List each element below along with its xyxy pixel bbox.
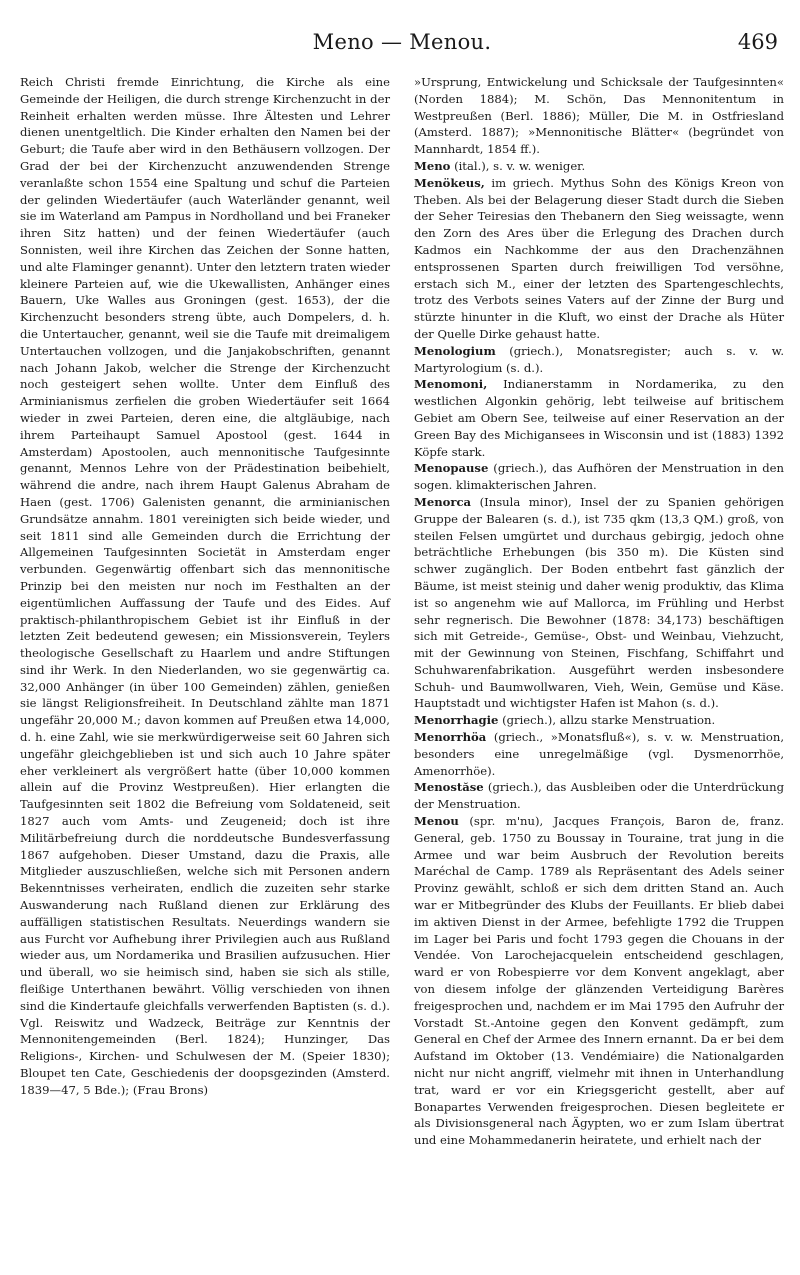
dictionary-entry bbox=[20, 74, 390, 1099]
right-column bbox=[414, 74, 784, 1149]
entry-headword: Meno bbox=[414, 158, 451, 173]
dictionary-entry bbox=[414, 712, 784, 729]
dictionary-entry bbox=[414, 158, 784, 175]
dictionary-entry bbox=[414, 74, 784, 158]
running-head: Meno — Menou. bbox=[312, 30, 492, 54]
dictionary-entry bbox=[414, 779, 784, 813]
page-number: 469 bbox=[737, 30, 778, 54]
entry-headword: Menologium bbox=[414, 343, 496, 358]
entry-headword: Menökeus, bbox=[414, 175, 485, 190]
dictionary-entry bbox=[414, 343, 784, 377]
entry-text: (griech.), allzu starke Menstruation. bbox=[502, 713, 716, 728]
entry-headword: Menostăse bbox=[414, 780, 484, 795]
entry-headword: Menopause bbox=[414, 461, 489, 476]
entry-text: (spr. m'nu), Jacques François, Baron de, franz. General, geb. 1750 zu Boussay in Touraine, trat jung in die Armee und war beim Ausbruch der Revolution bereits Maréchal de Camp. 1789 als Repräsentant des Adels seiner Provinz gewählt, schloß er sich dem dritten Stand an. Auch war er Mitbegründer des Klubs der Feuillants. Er blieb dabei im aktiven Dienst in der Armee, befehligte 1792 die Truppen im Lager bei Paris und focht 1793 gegen die Chouans in der Vendée. Von Larochejacquelein entscheidend geschlagen, ward er von Robespierre vor dem Konvent angeklagt, aber von diesem infolge der glänzenden Verteidigung Barères freigesprochen und, nachdem er im Mai 1795 den Aufruhr der Vorstadt St.-Antoine gegen den Konvent gedämpft, zum General en Chef der Armee des Innern ernannt. Da er bei dem Aufstand im Oktober (13. Vendémiaire) die Nationalgarden nicht nur nicht angriff, vielmehr mit ihnen in Unterhandlung trat, ward er vor ein Kriegsgericht gestellt, aber auf Bonapartes Verwenden freigesprochen. Diesen begleitete er als Divisionsgeneral nach Ägypten, wo er zum Islam übertrat und eine Mohammedanerin heiratete, und erhielt nach der bbox=[414, 814, 785, 1148]
entry-text: (Insula minor), Insel der zu Spanien gehörigen Gruppe der Balearen (s. d.), ist 735 qkm (13,3 QM.) groß, von steilen Felsen umgürtet und durchaus gebirgig, jedoch ohne beträchtliche Erhebungen (bis 350 m). Die Küsten sind schwer zugänglich. Der Boden entbehrt fast gänzlich der Bäume, ist meist steinig und daher wenig produktiv, das Klima ist so angenehm wie auf Mallorca, im Frühling und Herbst sehr regnerisch. Die Bewohner (1878: 34,173) beschäftigen sich mit Getreide-, Gemüse-, Obst- und Weinbau, Viehzucht, mit der Gewinnung von Steinen, Fischfang, Schiffahrt und Schuhwarenfabrikation. Ausgeführt werden insbesondere Schuh- und Baumwollwaren, Vieh, Wein, Gemüse und Käse. Hauptstadt und wichtigster Hafen ist Mahon (s. d.). bbox=[414, 494, 785, 711]
dictionary-entry bbox=[414, 376, 784, 460]
entry-headword: Menorca bbox=[414, 494, 472, 509]
entry-text: (griech.), das Ausbleiben oder die Unterdrückung der Menstruation. bbox=[414, 780, 784, 812]
dictionary-entry bbox=[414, 813, 784, 1149]
entry-text: »Ursprung, Entwickelung und Schicksale der Taufgesinnten« (Norden 1884); M. Schön, Das Mennonitentum in Westpreußen (Berl. 1886); Müller, Die M. in Ostfriesland (Amsterd. 1887); »Mennonitische Blätter« (begründet von Mannhardt, 1854 ff.). bbox=[414, 75, 784, 157]
entry-text: Indianerstamm in Nordamerika, zu den westlichen Algonkin gehörig, lebt teilweise auf britischem Gebiet am Obern See, teilweise auf einer Reservation an der Green Bay des Michigansees in Wisconsin und ist (1883) 1392 Köpfe stark. bbox=[414, 377, 784, 459]
entry-headword: Menou bbox=[414, 814, 459, 829]
entry-text: Reich Christi fremde Einrichtung, die Kirche als eine Gemeinde der Heiligen, die durch strenge Kirchenzucht in der Reinheit erhalten werden müsse. Ihre Ältesten und Lehrer dienen unentgeltlich. Die Kinder erhalten den Namen bei der Geburt; die Taufe aber wird in den Bethäusern vollzogen. Der Grad der bei der Kirchenzucht anzuwendenden Strenge veranlaßte schon 1554 eine Spaltung und schuf die Parteien der gelinden Wiedertäufer (auch Waterländer genannt, weil sie im Waterland am Pampus in Nordholland und bei Franeker ihren Sitz hatten) und der feinen Wiedertäufer (auch Sonnisten, weil ihre Kirchen das Zeichen der Sonne hatten, und alte Flaminger genannt). Unter den letztern traten wieder kleinere Parteien auf, wie die Ukewallisten, Anhänger eines Bauern, Uke Walles aus Groningen (gest. 1653), der die Kirchenzucht besonders streng übte, auch Dompelers, d. h. die Untertaucher, genannt, weil sie die Taufe mit dreimaligem Untertauchen vollzogen, und die Janjakobschriften, genannt nach Johann Jakob, welcher die Strenge der Kirchenzucht noch gesteigert sehen wollte. Unter dem Einfluß des Arminianismus zerfielen die groben Wiedertäufer seit 1664 wieder in zwei Parteien, deren eine, die altgläubige, nach ihrem Parteihaupt Samuel Apostool (gest. 1644 in Amsterdam) Apostoolen, auch mennonitische Taufgesinnte genannt, Mennos Lehre von der Prädestination beibehielt, während die andre, nach ihrem Haupt Galenus Abraham de Haen (gest. 1706) Galenisten genannt, die arminianischen Grundsätze annahm. 1801 vereinigten sich beide wieder, und seit 1811 sind alle Gemeinden durch die Errichtung der Allgemeinen Taufgesinnten Societät in Amsterdam enger verbunden. Gegenwärtig offenbart sich das mennonitische Prinzip bei den meisten nur noch im Festhalten an der eigentümlichen Auffassung der Taufe und des Eides. Auf praktisch-philanthropischem Gebiet ist ihr Einfluß in der letzten Zeit bedeutend gewesen; ein Missionsverein, Teylers theologische Gesellschaft zu Haarlem und andre Stiftungen sind ihr Werk. In den Niederlanden, wo sie gegenwärtig ca. 32,000 Anhänger (in über 100 Gemeinden) zählen, genießen sie längst Religionsfreiheit. In Deutschland zählte man 1871 ungefähr 20,000 M.; davon kommen auf Preußen etwa 14,000, d. h. eine Zahl, wie sie merkwürdigerweise seit 60 Jahren sich ungefähr gleichgeblieben ist und sich auch 10 Jahre später eher verkleinert als vergrößert hatte (über 10,000 kommen allein auf die Provinz Westpreußen). Hier erlangten die Taufgesinnten seit 1802 die Befreiung vom Soldateneid, seit 1827 auch vom Amts- und Zeugeneid; doch ist ihre Militärbefreiung durch die norddeutsche Bundesverfassung 1867 aufgehoben. Dieser Umstand, dazu die Praxis, alle Mitglieder auszuschließen, welche sich mit Personen andern Bekenntnisses verheiraten, endlich die zuzeiten sehr starke Auswanderung nach Rußland dienen zur Erklärung des auffälligen statistischen Resultats. Neuerdings wandern sie aus Furcht vor Aufhebung ihrer Privilegien auch aus Rußland wieder aus, um Nordamerika und Brasilien aufzusuchen. Hier und überall, wo sie heimisch sind, haben sie sich als stille, fleißige Unterthanen bewährt. Völlig verschieden von ihnen sind die Kindertaufe gleichfalls verwerfenden Baptisten (s. d.). Vgl. Reiswitz und Wadzeck, Beiträge zur Kenntnis der Mennonitengemeinden (Berl. 1824); Hunzinger, Das Religions-, Kirchen- und Schulwesen der M. (Speier 1830); Bloupet ten Cate, Geschiedenis der doopsgezinden (Amsterd. 1839—47, 5 Bde.); (Frau Brons) bbox=[20, 75, 390, 1097]
entry-headword: Menorrhöa bbox=[414, 730, 487, 745]
entry-headword: Menorrhagie bbox=[414, 713, 499, 728]
dictionary-entry bbox=[414, 494, 784, 712]
dictionary-entry bbox=[414, 460, 784, 494]
entry-text: (ital.), s. v. w. weniger. bbox=[454, 158, 586, 173]
page-header bbox=[20, 18, 784, 58]
dictionary-entry bbox=[414, 175, 784, 343]
entry-text: (griech.), das Aufhören der Menstruation in den sogen. klimakterischen Jahren. bbox=[414, 461, 785, 493]
entry-headword: Menomoni, bbox=[414, 377, 488, 392]
entry-text: (griech., »Monatsfluß«), s. v. w. Menstruation, besonders eine unregelmäßige (vgl. Dysmenorrhöe, Amenorrhöe). bbox=[414, 730, 785, 778]
dictionary-entry bbox=[414, 729, 784, 779]
entry-text: im griech. Mythus Sohn des Königs Kreon von Theben. Als bei der Belagerung dieser Stadt durch die Sieben der Seher Teiresias den Thebanern den Sieg weissagte, wenn den Zorn des Ares über die Erlegung des Drachen durch Kadmos ein Nachkomme der aus den Drachenzähnen entsprossenen Sparten durch freiwilligen Tod versöhne, erstach sich M., einer der letzten des Spartengeschlechts, trotz des Verbots seines Vaters auf der Zinne der Burg und stürzte hinunter in die Kluft, wo einst der Drache als Hüter der Quelle Dirke gehaust hatte. bbox=[414, 175, 784, 341]
left-column bbox=[20, 74, 390, 1149]
text-columns bbox=[20, 74, 784, 1149]
entry-text: (griech.), Monatsregister; auch s. v. w. Martyrologium (s. d.). bbox=[414, 343, 785, 375]
